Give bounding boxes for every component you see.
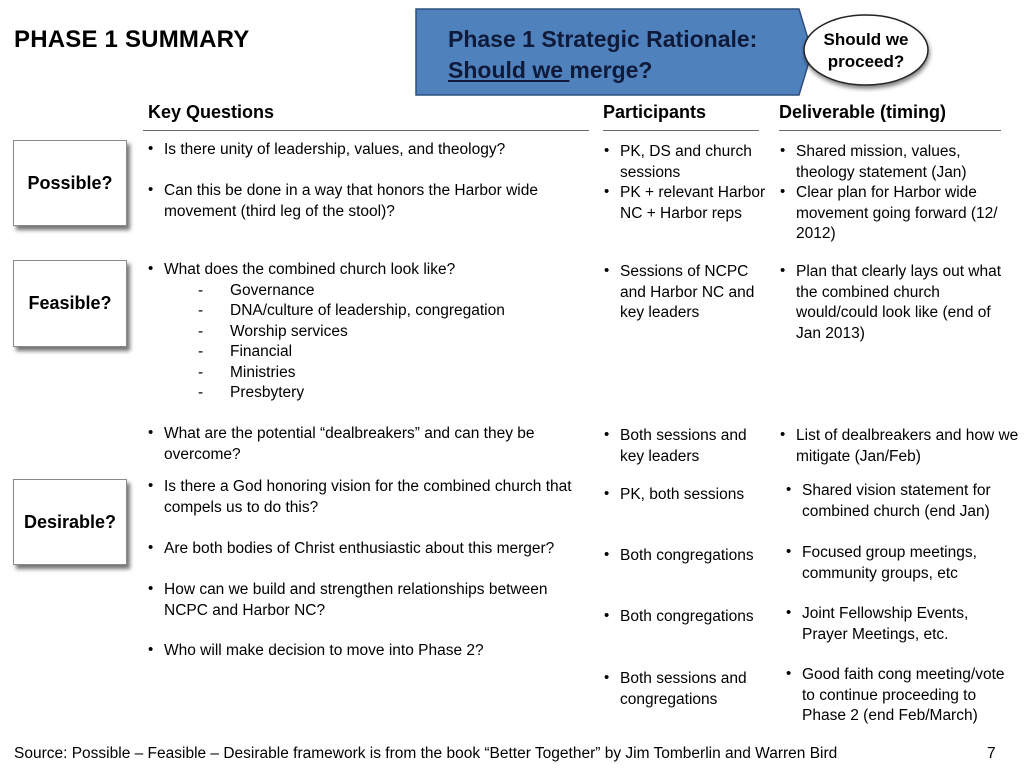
bubble-text xyxy=(801,29,931,73)
banner-underlined-text: Should we xyxy=(448,57,570,83)
question-item xyxy=(148,477,594,518)
sub-item-text: Ministries xyxy=(230,364,296,381)
question-item xyxy=(148,140,594,161)
bullet-icon: • xyxy=(148,260,154,277)
question-text: Is there unity of leadership, values, and theology? xyxy=(164,141,506,158)
bullet-icon: • xyxy=(780,183,786,200)
sub-item-text: Worship services xyxy=(230,323,348,340)
bullet-icon: • xyxy=(604,262,610,279)
bullet-icon: • xyxy=(604,485,610,502)
participant-text: PK + relevant Harbor NC + Harbor reps xyxy=(620,184,766,222)
bullet-icon: • xyxy=(604,142,610,159)
section-box-feasible xyxy=(13,260,127,347)
header-rule-deliverable xyxy=(779,130,1001,131)
deliverable-text: Focused group meetings, community groups, etc xyxy=(802,544,977,582)
question-text: Is there a God honoring vision for the combined church that compels us to do this? xyxy=(164,478,572,516)
header-rule-questions xyxy=(143,130,589,131)
bullet-icon: • xyxy=(148,140,154,157)
question-text: How can we build and strengthen relationships between NCPC and Harbor NC? xyxy=(164,581,548,619)
sub-item xyxy=(198,281,315,302)
participant-item xyxy=(604,485,780,506)
participant-text: Both congregations xyxy=(620,608,754,625)
bullet-icon: • xyxy=(786,665,792,682)
sub-item-text: Governance xyxy=(230,282,315,299)
deliverable-item xyxy=(780,183,1021,245)
sub-item xyxy=(198,322,348,343)
section-label-feasible: Feasible? xyxy=(28,293,112,313)
dash-icon: - xyxy=(198,364,204,381)
bullet-icon: • xyxy=(780,426,786,443)
deliverable-text: List of dealbreakers and how we mitigate (Jan/Feb) xyxy=(796,427,1019,465)
bullet-icon: • xyxy=(148,181,154,198)
bullet-icon: • xyxy=(604,607,610,624)
participant-item xyxy=(604,262,776,324)
sub-item-text: DNA/culture of leadership, congregation xyxy=(230,302,505,319)
section-box-desirable xyxy=(13,479,127,565)
bullet-icon: • xyxy=(148,539,154,556)
deliverable-item xyxy=(780,262,1014,344)
bullet-icon: • xyxy=(780,262,786,279)
dash-icon: - xyxy=(198,384,204,401)
sub-item-text: Presbytery xyxy=(230,384,305,401)
deliverable-item xyxy=(786,543,1017,584)
sub-item xyxy=(198,383,305,404)
bullet-icon: • xyxy=(786,481,792,498)
deliverable-text: Good faith cong meeting/vote to continue proceeding to Phase 2 (end Feb/March) xyxy=(802,666,1005,724)
question-text: Are both bodies of Christ enthusiastic about this merger? xyxy=(164,540,555,557)
header-rule-participants xyxy=(603,130,759,131)
deliverable-text: Shared vision statement for combined church (end Jan) xyxy=(802,482,991,520)
bullet-icon: • xyxy=(786,604,792,621)
section-label-possible: Possible? xyxy=(27,172,113,193)
question-item xyxy=(148,641,594,662)
banner-text xyxy=(448,24,757,86)
deliverable-text: Plan that clearly lays out what the combined church would/could look like (end of Jan 2013) xyxy=(796,263,1002,342)
question-item xyxy=(148,580,594,621)
deliverable-item xyxy=(780,142,1011,183)
participant-item xyxy=(604,426,770,467)
page-title: PHASE 1 SUMMARY xyxy=(14,26,250,53)
deliverable-item xyxy=(786,481,1017,522)
header-key-questions: Key Questions xyxy=(148,102,275,122)
participant-text: Both congregations xyxy=(620,547,754,564)
participant-text: PK, DS and church sessions xyxy=(620,143,752,181)
bullet-icon: • xyxy=(148,580,154,597)
bullet-icon: • xyxy=(148,641,154,658)
dash-icon: - xyxy=(198,343,204,360)
banner-line-2 xyxy=(448,55,757,86)
participant-text: Both sessions and congregations xyxy=(620,670,747,708)
deliverable-text: Clear plan for Harbor wide movement going forward (12/ 2012) xyxy=(796,184,998,242)
bubble-line-1: Should we xyxy=(823,30,909,49)
bullet-icon: • xyxy=(604,669,610,686)
header-deliverable: Deliverable (timing) xyxy=(779,102,947,122)
participant-item xyxy=(604,183,780,224)
question-item xyxy=(148,260,594,281)
dash-icon: - xyxy=(198,302,204,319)
bullet-icon: • xyxy=(148,477,154,494)
question-text: Who will make decision to move into Phase 2? xyxy=(164,642,484,659)
bullet-icon: • xyxy=(786,543,792,560)
question-text: Can this be done in a way that honors the Harbor wide movement (third leg of the stool)? xyxy=(164,182,538,220)
participant-item xyxy=(604,669,770,710)
banner-line-1: Phase 1 Strategic Rationale: xyxy=(448,26,758,52)
bullet-icon: • xyxy=(780,142,786,159)
participant-text: Both sessions and key leaders xyxy=(620,427,747,465)
question-item xyxy=(148,181,594,222)
section-box-possible xyxy=(13,140,127,226)
sub-item xyxy=(198,301,505,322)
question-item xyxy=(148,424,594,465)
sub-item xyxy=(198,363,296,384)
participant-text: Sessions of NCPC and Harbor NC and key leaders xyxy=(620,263,755,321)
source-footnote: Source: Possible – Feasible – Desirable framework is from the book “Better Together” by Jim Tomberlin and Warren Bird xyxy=(14,745,838,762)
sub-item xyxy=(198,342,293,363)
deliverable-text: Joint Fellowship Events, Prayer Meetings, etc. xyxy=(802,605,969,643)
header-participants: Participants xyxy=(603,102,707,122)
participant-text: PK, both sessions xyxy=(620,486,745,503)
dash-icon: - xyxy=(198,282,204,299)
deliverable-item xyxy=(780,426,1021,467)
deliverable-item xyxy=(786,665,1017,727)
participant-item xyxy=(604,546,780,567)
page-number: 7 xyxy=(987,745,996,762)
participant-item xyxy=(604,142,776,183)
sub-item-text: Financial xyxy=(230,343,293,360)
section-label-desirable: Desirable? xyxy=(23,511,117,532)
deliverable-text: Shared mission, values, theology statement (Jan) xyxy=(796,143,967,181)
dash-icon: - xyxy=(198,323,204,340)
participant-item xyxy=(604,607,780,628)
question-text: What are the potential “dealbreakers” and can they be overcome? xyxy=(164,425,535,463)
bullet-icon: • xyxy=(604,183,610,200)
bullet-icon: • xyxy=(604,426,610,443)
question-text: What does the combined church look like? xyxy=(164,261,456,278)
bullet-icon: • xyxy=(148,424,154,441)
banner-rest-text: merge? xyxy=(569,57,653,83)
question-item xyxy=(148,539,604,560)
bullet-icon: • xyxy=(604,546,610,563)
deliverable-item xyxy=(786,604,1017,645)
bubble-line-2: proceed? xyxy=(827,52,905,71)
